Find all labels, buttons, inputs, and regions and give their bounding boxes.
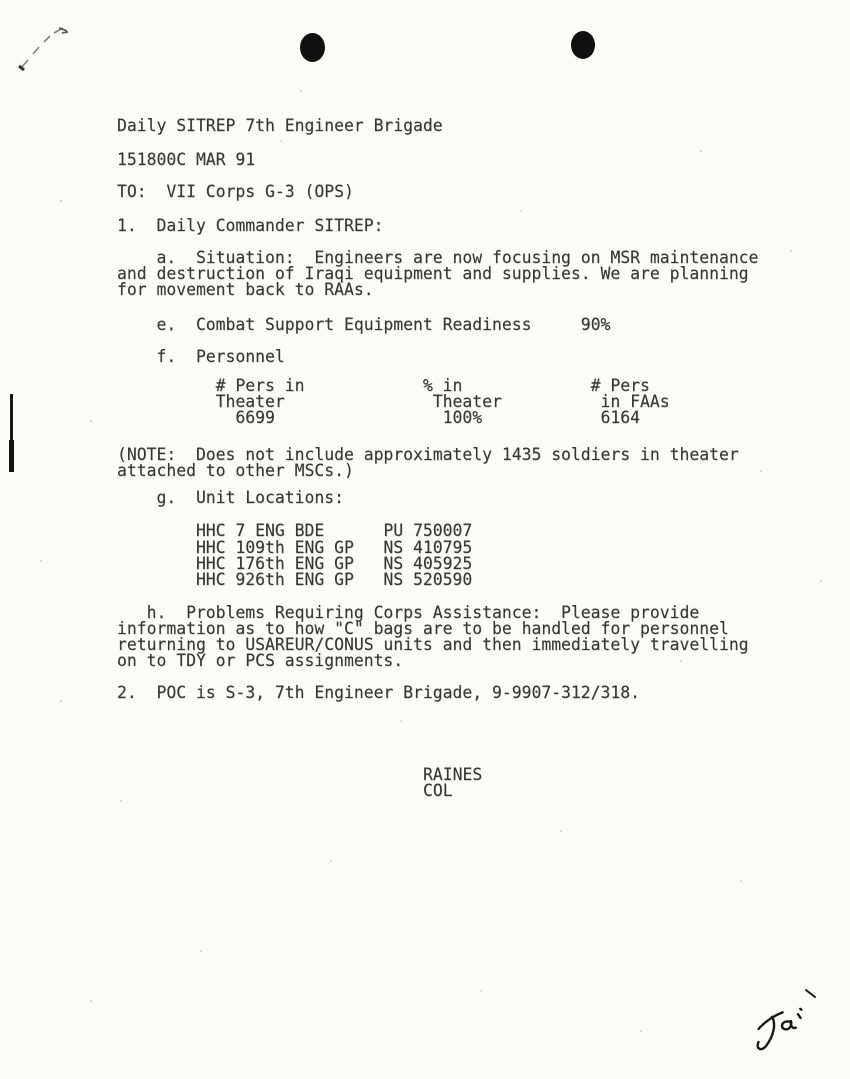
unit-location-row: HHC 7 ENG BDE PU 750007 [117,521,473,540]
doc-para-a-line: and destruction of Iraqi equipment and supplies. We are planning [117,264,749,283]
doc-para-h-line: h. Problems Requiring Corps Assistance: Please provide [117,603,700,622]
personnel-table-header-row: # Pers in % in # Pers [117,376,650,395]
signature-name: RAINES [423,765,483,784]
left-margin-mark [10,394,13,446]
doc-para-1: 1. Daily Commander SITREP: [117,216,384,235]
doc-to-line: TO: VII Corps G-3 (OPS) [117,182,354,201]
doc-note-line: attached to other MSCs.) [117,461,354,480]
pencil-scratch-mark [15,22,75,77]
hole-punch-left [300,33,325,62]
doc-date-group: 151800C MAR 91 [117,150,256,169]
doc-para-2: 2. POC is S-3, 7th Engineer Brigade, 9-9907-312/318. [117,683,641,702]
personnel-table-header-row: Theater Theater in FAAs [117,392,670,411]
pen-tick-mark [804,988,820,1000]
doc-para-a-line: a. Situation: Engineers are now focusing on MSR maintenance [117,248,759,267]
doc-item-g: g. Unit Locations: [117,488,344,507]
doc-title: Daily SITREP 7th Engineer Brigade [117,116,443,135]
doc-item-f: f. Personnel [117,347,285,366]
personnel-table-value-row: 6699 100% 6164 [117,408,641,427]
doc-para-a-line: for movement back to RAAs. [117,280,374,299]
left-margin-mark-lower [9,440,14,472]
doc-para-h-line: information as to how "C" bags are to be handled for personnel [117,619,729,638]
unit-location-row: HHC 109th ENG GP NS 410795 [117,538,473,557]
signature-rank: COL [423,781,453,800]
handwritten-initials [746,1004,812,1056]
doc-item-e: e. Combat Support Equipment Readiness 90% [117,315,611,334]
hole-punch-right [571,31,595,59]
unit-location-row: HHC 176th ENG GP NS 405925 [117,554,473,573]
doc-note-line: (NOTE: Does not include approximately 1435 soldiers in theater [117,445,739,464]
doc-para-h-line: returning to USAREUR/CONUS units and then immediately travelling [117,635,749,654]
scan-speckles [0,0,2,2]
doc-para-h-line: on to TDY or PCS assignments. [117,651,404,670]
unit-location-row: HHC 926th ENG GP NS 520590 [117,570,473,589]
